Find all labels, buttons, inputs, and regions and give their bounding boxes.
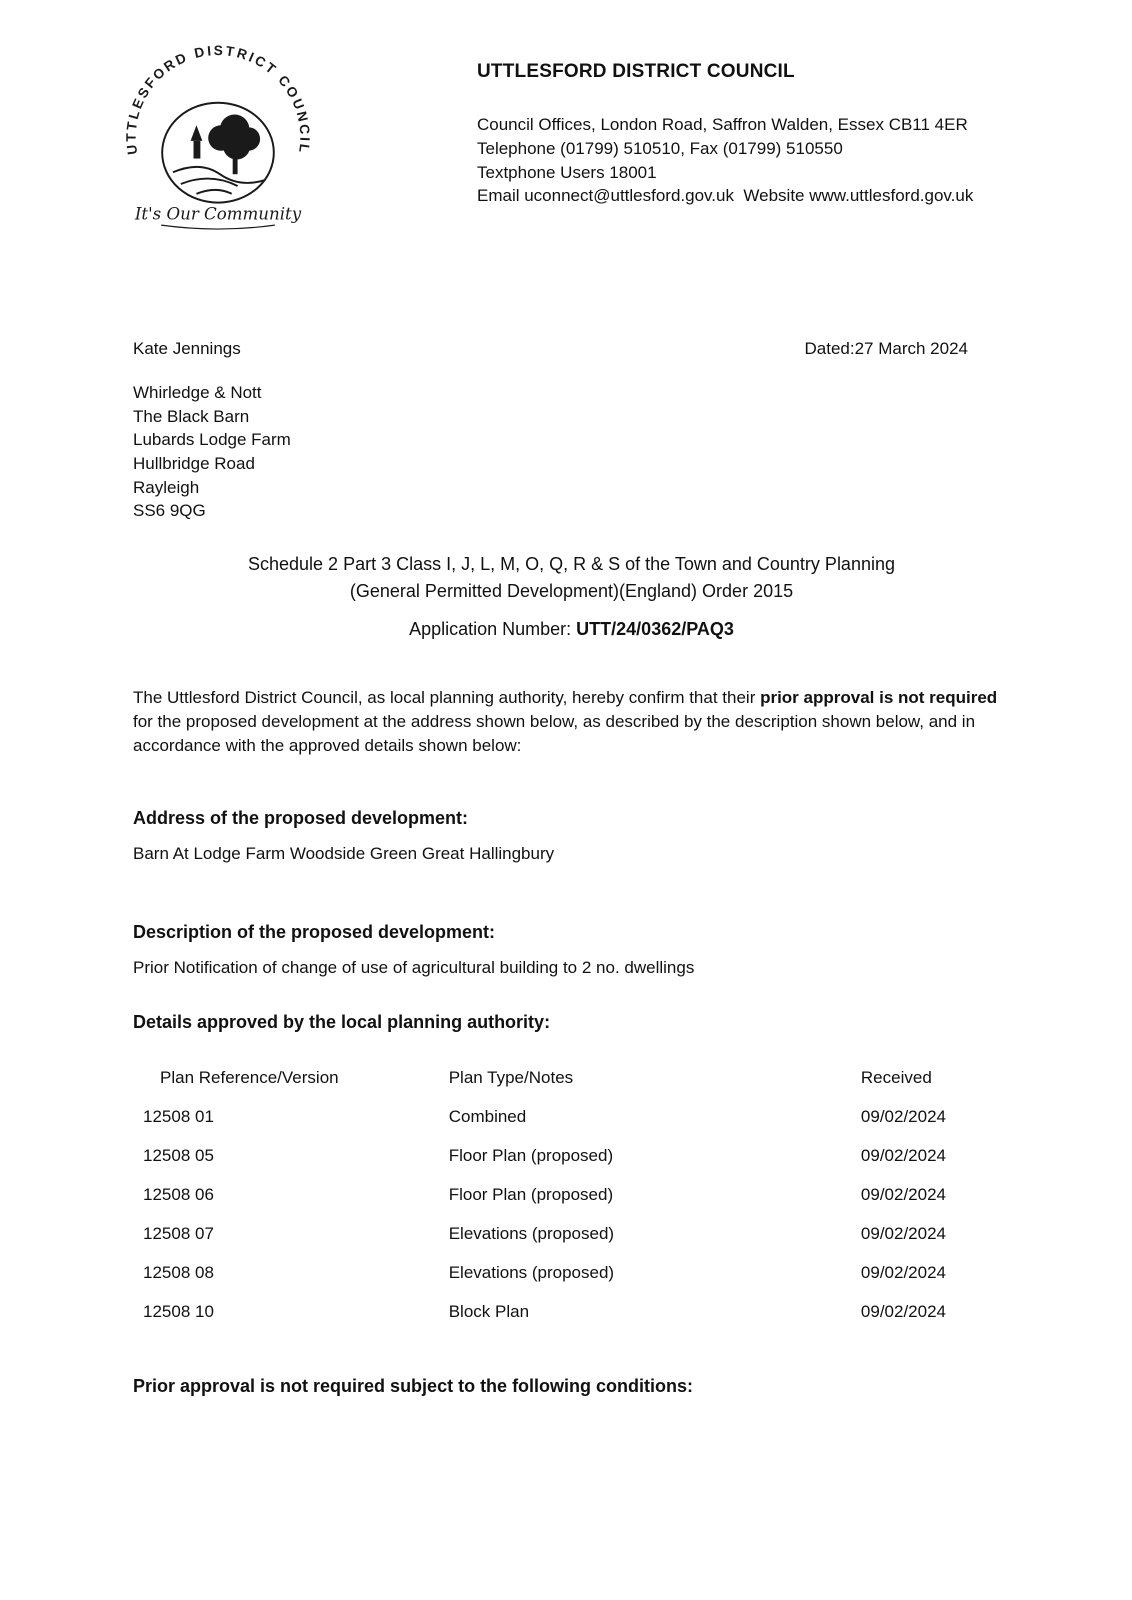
logo-ring-text: UTTLESFORD DISTRICT COUNCIL [123,43,313,156]
table-row [133,1254,1010,1293]
application-number: UTT/24/0362/PAQ3 [576,618,734,639]
recipient-address [133,381,1010,523]
recipient-address-line: Whirledge & Nott [133,383,262,402]
confirmation-text-bold: prior approval is not required [760,687,998,707]
table-header-row [133,1059,1010,1098]
subject-line-2: (General Permitted Development)(England) Order 2015 [349,580,794,601]
council-seal-icon [120,43,316,231]
recipient-address-line: Lubards Lodge Farm [133,430,291,450]
letterhead-text [477,45,1010,208]
development-description: Prior Notification of change of use of agricultural building to 2 no. dwellings [133,957,695,977]
subject-line-1: Schedule 2 Part 3 Class I, J, L, M, O, Q, R & S of the Town and Country Planning [248,553,895,574]
application-number-label: Application Number: [409,618,577,639]
development-address: Barn At Lodge Farm Woodside Green Great Hallingbury [133,844,555,864]
letterhead [123,43,1010,253]
plan-type-cell: Combined [448,1107,527,1127]
recipient-row [133,339,1010,359]
details-section-heading: Details approved by the local planning authority: [133,1011,551,1032]
council-seal-logo [120,43,316,231]
plan-ref-cell: 12508 07 [143,1224,214,1244]
tree-icon [208,114,260,174]
logo-tagline: It's Our Community [134,204,302,224]
council-address: Council Offices, London Road, Saffron Walden, Essex CB11 4ER [477,115,968,134]
plan-type-cell: Floor Plan (proposed) [448,1146,614,1166]
confirmation-paragraph [133,686,1010,758]
church-icon [191,125,203,158]
approved-plans-table [133,1059,1010,1332]
received-cell: 09/02/2024 [860,1146,946,1166]
confirmation-text-before: The Uttlesford District Council, as local planning authority, hereby confirm that their [133,687,761,707]
column-header-plan-type: Plan Type/Notes [448,1068,574,1088]
table-row [133,1098,1010,1137]
council-name: UTTLESFORD DISTRICT COUNCIL [477,61,795,82]
column-header-plan-reference: Plan Reference/Version [160,1068,339,1088]
address-section-heading: Address of the proposed development: [133,808,469,829]
received-cell: 09/02/2024 [860,1107,946,1127]
conditions-section-heading: Prior approval is not required subject to the following conditions: [133,1375,694,1396]
field-path-lines [173,167,265,194]
letter-date: Dated:27 March 2024 [804,339,968,358]
recipient-name: Kate Jennings [133,339,241,358]
description-section-heading: Description of the proposed development: [133,921,496,942]
council-phone: Telephone (01799) 510510, Fax (01799) 510550 [477,138,843,158]
column-header-received: Received [860,1068,932,1088]
received-cell: 09/02/2024 [860,1302,946,1322]
plan-type-cell: Elevations (proposed) [448,1263,615,1283]
plan-type-cell: Elevations (proposed) [448,1224,615,1244]
subject-heading [133,551,1010,605]
received-cell: 09/02/2024 [860,1224,946,1244]
recipient-address-line: Hullbridge Road [133,453,255,473]
plan-ref-cell: 12508 01 [143,1107,214,1127]
plan-ref-cell: 12508 08 [143,1263,214,1283]
recipient-address-line: SS6 9QG [133,501,206,521]
table-row [133,1137,1010,1176]
received-cell: 09/02/2024 [860,1263,946,1283]
plan-ref-cell: 12508 06 [143,1185,214,1205]
received-cell: 09/02/2024 [860,1185,946,1205]
confirmation-text-after: for the proposed development at the address shown below, as described by the description shown below, and in accordance with the approved details shown below: [133,711,976,755]
council-textphone: Textphone Users 18001 [477,162,657,182]
table-row [133,1215,1010,1254]
plan-ref-cell: 12508 10 [143,1302,214,1322]
council-email-website: Email uconnect@uttlesford.gov.uk Website www.uttlesford.gov.uk [477,186,974,206]
plan-type-cell: Block Plan [448,1302,530,1322]
recipient-address-line: The Black Barn [133,406,250,426]
plan-ref-cell: 12508 05 [143,1146,214,1166]
plan-type-cell: Floor Plan (proposed) [448,1185,614,1205]
application-number-line [133,619,1010,640]
recipient-address-line: Rayleigh [133,477,200,497]
table-row [133,1293,1010,1332]
table-row [133,1176,1010,1215]
